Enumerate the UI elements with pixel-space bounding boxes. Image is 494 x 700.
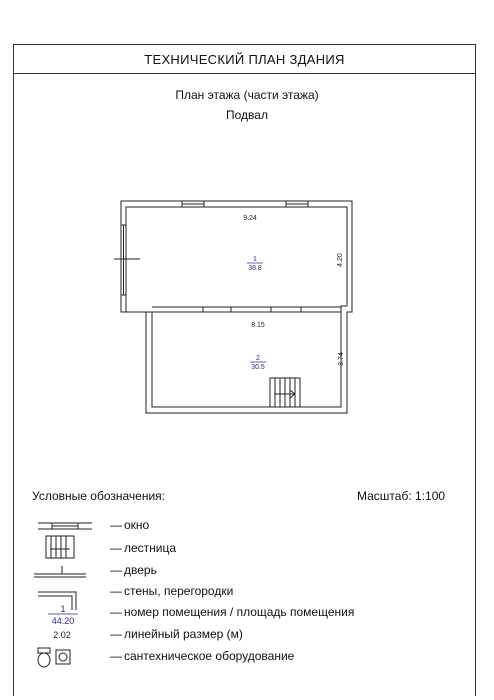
stairs-symbol — [270, 378, 300, 407]
door-mark — [114, 252, 140, 266]
svg-text:44.20: 44.20 — [51, 616, 75, 626]
room-2-area: 30.5 — [251, 364, 265, 371]
svg-text:2.02: 2.02 — [53, 630, 71, 640]
legend-icons — [30, 514, 110, 674]
linear-dimension-icon — [53, 630, 71, 640]
window-left — [121, 225, 126, 295]
room-number-area-icon — [48, 604, 78, 626]
legend-item-door: — дверь — [110, 563, 157, 577]
dimension-top-width: 9.24 — [243, 215, 257, 222]
legend-item-dimension: — линейный размер (м) — [110, 627, 243, 641]
legend-item-plumbing: — сантехническое оборудование — [110, 649, 295, 663]
legend-item-stairs: — лестница — [110, 541, 177, 555]
room-1-area: 38.8 — [248, 265, 262, 272]
sheet-title: ТЕХНИЧЕСКИЙ ПЛАН ЗДАНИЯ — [14, 45, 475, 74]
room-2-number: 2 — [256, 355, 260, 362]
stairs-icon — [46, 536, 74, 558]
dimension-middle-width: 8.15 — [251, 322, 265, 329]
window-icon — [38, 523, 92, 529]
plumbing-icon — [38, 648, 70, 667]
partition-openings — [203, 307, 301, 312]
legend-item-wall: — стены, перегородки — [110, 584, 234, 598]
window-top-left — [182, 201, 204, 207]
scale-label: Масштаб: 1:100 — [357, 489, 446, 503]
room-1-number: 1 — [253, 256, 257, 263]
dimension-right-lower: 3.74 — [338, 352, 345, 366]
wall-icon — [38, 592, 76, 610]
door-icon — [34, 566, 86, 577]
legend-heading: Условные обозначения: — [32, 489, 165, 503]
legend-item-window: — окно — [110, 518, 150, 532]
floor-name: Подвал — [226, 108, 268, 122]
plan-subtitle: План этажа (части этажа) — [175, 88, 319, 102]
dimension-right-upper: 4.20 — [337, 253, 344, 267]
window-top-right — [286, 201, 308, 207]
svg-text:1: 1 — [60, 604, 66, 614]
partition-wall — [152, 307, 341, 312]
legend-item-room: — номер помещения / площадь помещения — [110, 605, 355, 619]
